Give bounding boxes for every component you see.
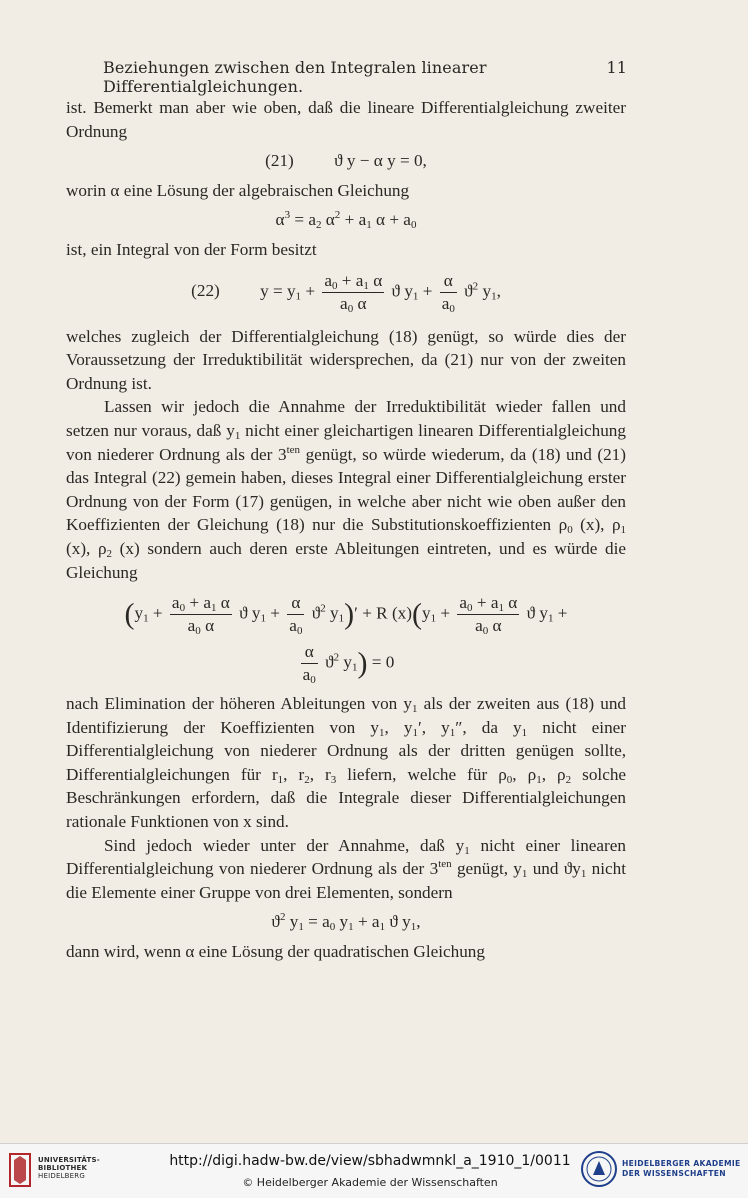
permalink-url[interactable]: http://digi.hadw-bw.de/view/sbhadwmnkl_a_1910_1/0011 (169, 1153, 571, 1169)
paragraph-8: dann wird, wenn α eine Lösung der quadratischen Gleichung (66, 942, 485, 962)
equation-22: (22) $y = y_1$ + $\frac{a_0 + a_1 \alpha}{a_0 \alpha}$ ϑ $y_1$ + $\frac{\alpha}{a_0}$ $ϑ^2$ $y_1$, (191, 270, 501, 315)
running-header (103, 58, 627, 96)
viewer-footer (0, 1143, 748, 1198)
university-library-name: UNIVERSITÄTS- BIBLIOTHEK HEIDELBERG (38, 1156, 100, 1180)
equation-21 (66, 149, 626, 173)
paragraph-1: ist. Bemerkt man aber wie oben, daß die lineare Differentialgleichung zweiter Ordnung (66, 98, 626, 141)
body-text (66, 96, 626, 964)
header-title: Beziehungen zwischen den Integralen linearer Differentialgleichungen. (103, 58, 487, 96)
page-number: 11 (606, 58, 627, 77)
equation-21-formula: ϑ y − α y = 0, (334, 151, 427, 171)
equation-22-label: (22) (191, 281, 220, 301)
paragraph-6: nach Elimination der höheren Ableitungen von $y_1$ als der zweiten aus (18) und Identifizierung der Koeffizienten von $y_1$, $y_1'$, $y_1''$, da $y_1$ nicht einer Differentialgleichung von niederer Ordnung als der dritten genügen sollte, Differentialgleichungen für $r_1$, $r_2$, $r_3$ liefern, welche für $\rho_0$, $\rho_1$, $\rho_2$ solche Beschränkungen erfordern, daß die Integrale dieser Differentialgleichungen rationale Funktionen von x sind. (66, 694, 627, 832)
equation-elimination-cont: $\frac{\alpha}{a_0}$ $ϑ^2$ $y_1) = 0$ (302, 642, 395, 687)
academy-logo-icon (580, 1150, 618, 1188)
academy-name: HEIDELBERGER AKADEMIE DER WISSENSCHAFTEN (622, 1159, 741, 1178)
equation-theta-square: $ϑ^2$ $y_1 = a_0$ $y_1 + a_1$ ϑ $y_1$, (271, 911, 421, 934)
paragraph-7: Sind jedoch wieder unter der Annahme, daß $y_1$ nicht einer linearen Differentialgleichung von niederer Ordnung als der $3^{ten}$ genügt, $y_1$ und $ϑy_1$ nicht die Elemente einer Gruppe von drei Elementen, sondern (66, 835, 627, 902)
paragraph-5: Lassen wir jedoch die Annahme der Irreduktibilität wieder fallen und setzen nur voraus, daß $y_1$ nicht einer gleichartigen linearen Differentialgleichung von niederer Ordnung als der $3^{ten}$ genügt, so würde wiederum, da (18) und (21) das Integral (22) gemein haben, dieses Integral einer Differentialgleichung erster Ordnung von der Form (17) genügen, in welche aber nicht wie oben außer den Koeffizienten der Gleichung (18) nur die Substitutionskoeffizienten $\rho_0$ (x), $\rho_1$ (x), $\rho_2$ (x) sondern auch deren erste Ableitungen eintreten, und es würde die Gleichung (66, 397, 627, 582)
paragraph-4: welches zugleich der Differentialgleichung (18) genügt, so würde dies der Voraussetzung der Irreduktibilität widersprechen, da (21) nur von der zweiten Ordnung ist. (66, 326, 626, 393)
equation-cubic: $\alpha^3 = a_2$ $\alpha^2 + a_1$ $\alpha + a_0$ (275, 209, 417, 232)
university-library-logo-icon (8, 1152, 32, 1188)
equation-21-label: (21) (265, 151, 294, 171)
paragraph-3: ist, ein Integral von der Form besitzt (66, 239, 317, 259)
copyright-notice: © Heidelberger Akademie der Wissenschaften (242, 1176, 498, 1189)
equation-elimination: ($y_1$ + $\frac{a_0 + a_1 \alpha}{a_0 \alpha}$ ϑ $y_1$ + $\frac{\alpha}{a_0}$ $ϑ^2$ $y_1)' + R$ $(x)(y_1$ + $\frac{a_0 + a_1 \alpha}{a_0 \alpha}$ ϑ $y_1$ + (124, 593, 568, 638)
paragraph-2: worin α eine Lösung der algebraischen Gleichung (66, 180, 410, 200)
